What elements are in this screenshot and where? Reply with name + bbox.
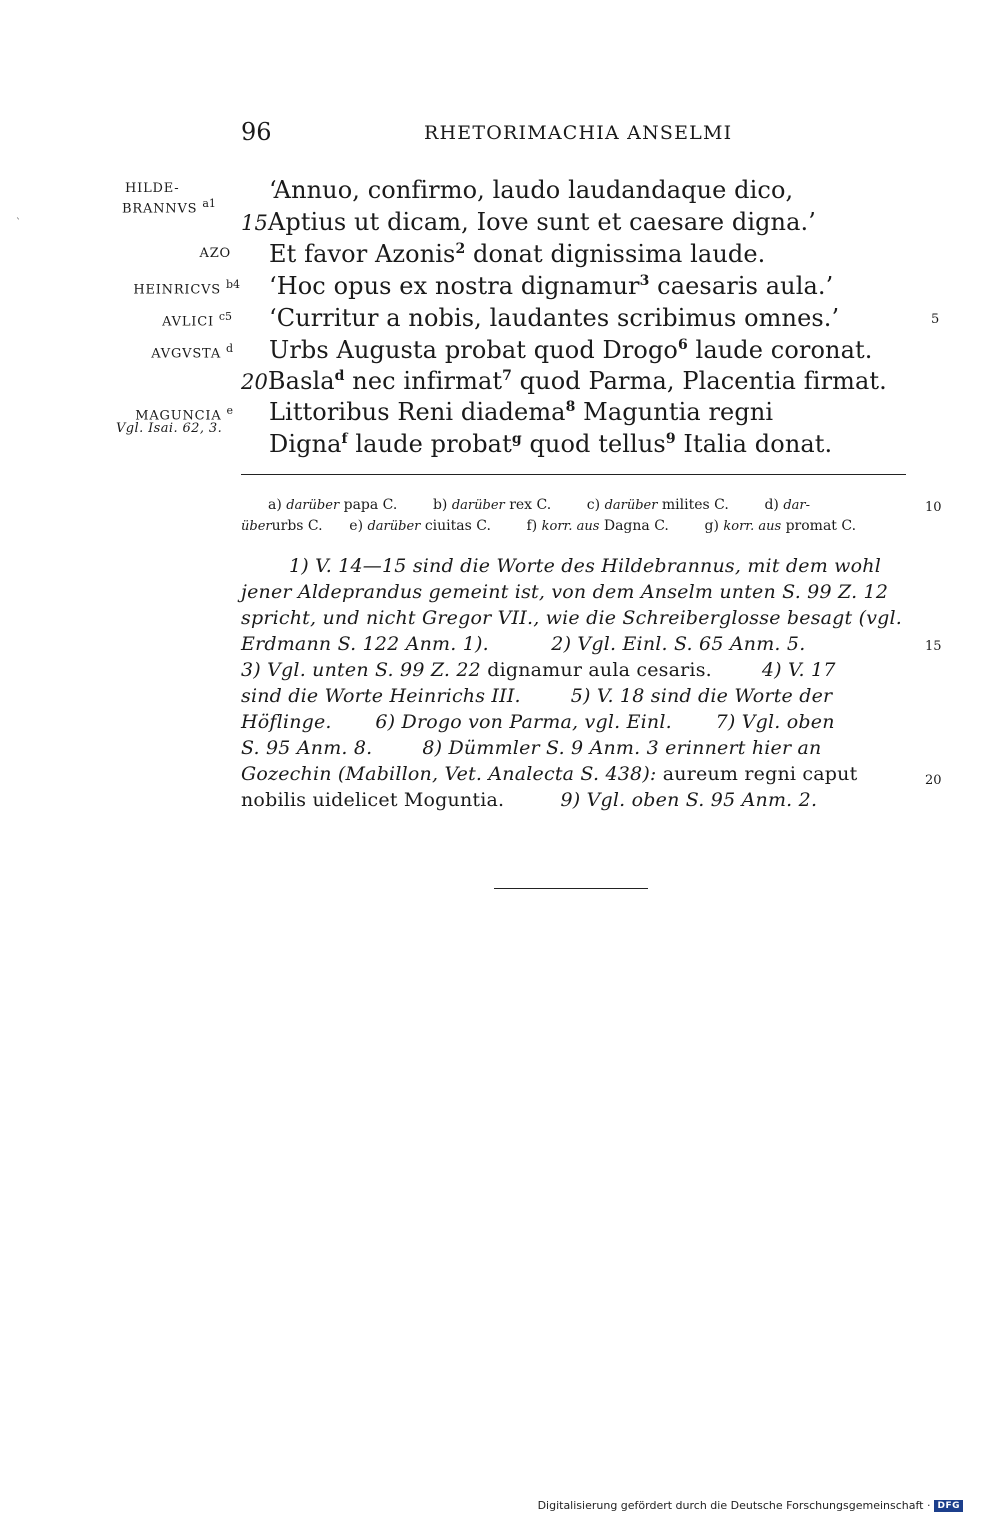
running-title: RHETORIMACHIA ANSELMI [424,122,733,144]
note-line: sind die Worte Heinrichs III. 5) V. 18 sind die Worte der [241,685,833,707]
margin-label-hildebrannus-2: BRANNVS $^{a1}$ [122,197,216,217]
stray-mark: ` [16,218,21,229]
apparatus-rule [241,474,906,475]
page-number: 96 [241,118,272,146]
verse-line: ‘Hoc opus ex nostra dignamur$^3$ caesaris aula.’ [269,272,834,300]
margin-label-hildebrannus-1: HILDE- [125,181,180,196]
line-number: 10 [925,500,942,515]
note-line: Gozechin (Mabillon, Vet. Analecta S. 438): aureum regni caput [241,763,858,785]
dfg-logo: DFG [934,1500,963,1512]
line-number: 15 [925,639,942,654]
verse-number: 15 [241,211,268,235]
verse-number: 20 [241,370,268,394]
note-line: S. 95 Anm. 8. 8) Dümmler S. 9 Anm. 3 erinnert hier an [241,737,822,759]
note-line: Erdmann S. 122 Anm. 1). 2) Vgl. Einl. S. 65 Anm. 5. [241,633,806,655]
verse-line: Digna$^f$ laude probat$^g$ quod tellus$^9$ Italia donat. [269,430,833,458]
line-number: 5 [931,312,940,327]
margin-reference: Vgl. Isai. 62, 3. [116,421,223,436]
verse-line: Et favor Azonis$^2$ donat dignissima laude. [269,240,766,268]
margin-label-heinricus: HEINRICVS $^{b4}$ [133,278,240,298]
note-line: nobilis uidelicet Moguntia. 9) Vgl. oben S. 95 Anm. 2. [241,789,818,811]
margin-label-aulici: AVLICI $^{c5}$ [162,310,232,330]
verse-line: ‘Curritur a nobis, laudantes scribimus omnes.’ [269,304,840,332]
apparatus-line: überurbs C. e) darüber ciuitas C. f) korr. aus Dagna C. g) korr. aus promat C. [241,518,857,534]
margin-label-augusta: AVGVSTA $^d$ [151,342,233,362]
verse-line: ‘Annuo, confirmo, laudo laudandaque dico, [269,176,794,204]
note-line: jener Aldeprandus gemeint ist, von dem Anselm unten S. 99 Z. 12 [241,581,889,603]
verse-line: Littoribus Reni diadema$^8$ Maguntia regni [269,398,774,426]
margin-label-azo: AZO [199,246,231,261]
verse-line: 20Basla$^d$ nec infirmat$^7$ quod Parma, Placentia firmat. [241,367,887,395]
verse-line: Urbs Augusta probat quod Drogo$^6$ laude coronat. [269,336,873,364]
footer-text: Digitalisierung gefördert durch die Deutsche Forschungsgemeinschaft · [537,1499,931,1512]
note-line: 3) Vgl. unten S. 99 Z. 22 dignamur aula cesaris. 4) V. 17 [241,659,836,681]
note-line: Höflinge. 6) Drogo von Parma, vgl. Einl. 7) Vgl. oben [241,711,835,733]
note-line: 1) V. 14—15 sind die Worte des Hildebrannus, mit dem wohl [289,555,881,577]
verse-line: 15Aptius ut dicam, Iove sunt et caesare digna.’ [241,208,816,236]
footer-credit [538,1499,963,1512]
apparatus-line: a) darüber papa C. b) darüber rex C. c) darüber milites C. d) dar- [268,497,811,513]
end-rule [494,888,648,889]
margin-label-maguncia: MAGUNCIA $^e$ [135,404,233,424]
line-number: 20 [925,773,942,788]
note-line: spricht, und nicht Gregor VII., wie die Schreiberglosse besagt (vgl. [241,607,903,629]
